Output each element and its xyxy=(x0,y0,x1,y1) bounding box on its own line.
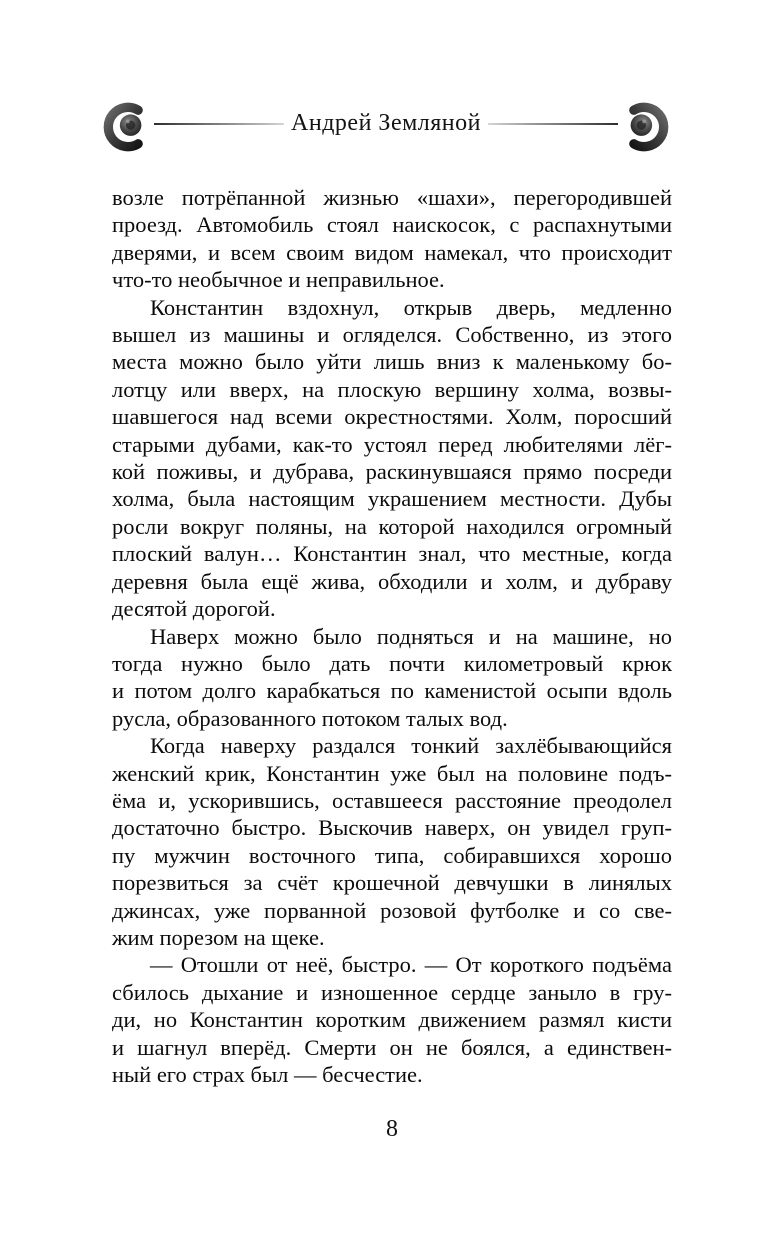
text-line: женский крик, Константин уже был на половине подъ- xyxy=(112,760,672,786)
text-line: возле потрёпанной жизнью «шахи», перегородившей xyxy=(112,185,672,210)
page-header xyxy=(96,92,676,162)
text-line: порезвиться за счёт крошечной девчушки в линялых xyxy=(112,870,672,896)
header-rule-right xyxy=(488,123,618,125)
text-line: — Отошли от неё, быстро. — От короткого подъёма xyxy=(150,952,672,978)
text-line: проезд. Автомобиль стоял наискосок, с распахнутыми xyxy=(112,212,672,238)
text-line: дверями, и всем своим видом намекал, что происходит xyxy=(112,239,672,265)
text-line: джинсах, уже порванной розовой футболке и со све- xyxy=(112,897,672,923)
text-line: росли вокруг поляны, на которой находился огромный xyxy=(112,513,672,539)
text-line: ный его страх был — бесчестие. xyxy=(112,1062,423,1087)
author-name: Андрей Земляной xyxy=(291,109,481,136)
text-line: сбилось дыхание и изношенное сердце заныло в гру- xyxy=(112,979,672,1005)
header-flourish-left-icon xyxy=(96,94,154,160)
text-line: пу мужчин восточного типа, собиравшихся хорошо xyxy=(112,842,672,868)
page-number: 8 xyxy=(386,1116,398,1142)
text-line: и шагнул вперёд. Смерти он не боялся, а единствен- xyxy=(112,1034,672,1060)
header-flourish-right-icon xyxy=(618,94,676,160)
text-line: старыми дубами, как-то устоял перед любителями лёг- xyxy=(112,431,672,457)
text-line: лотцу или вверх, на плоскую вершину холма, возвы- xyxy=(112,376,672,402)
text-line: плоский валун… Константин знал, что местные, когда xyxy=(112,541,672,567)
header-rule-left xyxy=(154,123,284,125)
body-text xyxy=(112,184,672,1088)
text-line: ди, но Константин коротким движением размял кисти xyxy=(112,1007,672,1033)
text-line: десятой дорогой. xyxy=(112,596,276,622)
text-line: ёма и, ускорившись, оставшееся расстояние преодолел xyxy=(112,787,672,813)
text-line: и потом долго карабкаться по каменистой осыпи вдоль xyxy=(112,678,672,704)
text-line: жим порезом на щеке. xyxy=(112,924,325,950)
text-line: деревня была ещё жива, обходили и холм, и дубраву xyxy=(112,568,672,594)
text-line: вышел из машины и огляделся. Собственно, из этого xyxy=(112,322,672,348)
text-line: тогда нужно было дать почти километровый крюк xyxy=(112,650,672,676)
text-line: Константин вздохнул, открыв дверь, медленно xyxy=(150,294,672,320)
text-line: достаточно быстро. Выскочив наверх, он увидел груп- xyxy=(112,815,672,841)
text-line: кой поживы, и дубрава, раскинувшаяся прямо посреди xyxy=(112,459,672,485)
text-line: шавшегося над всеми окрестностями. Холм, поросший xyxy=(112,404,672,430)
text-line: Когда наверху раздался тонкий захлёбывающийся xyxy=(150,733,672,759)
text-line: что-то необычное и неправильное. xyxy=(112,267,445,293)
text-line: русла, образованного потоком талых вод. xyxy=(112,705,508,731)
text-line: места можно было уйти лишь вниз к маленькому бо- xyxy=(112,349,672,375)
text-line: Наверх можно было подняться и на машине, но xyxy=(150,623,672,649)
text-line: холма, была настоящим украшением местности. Дубы xyxy=(112,486,672,512)
